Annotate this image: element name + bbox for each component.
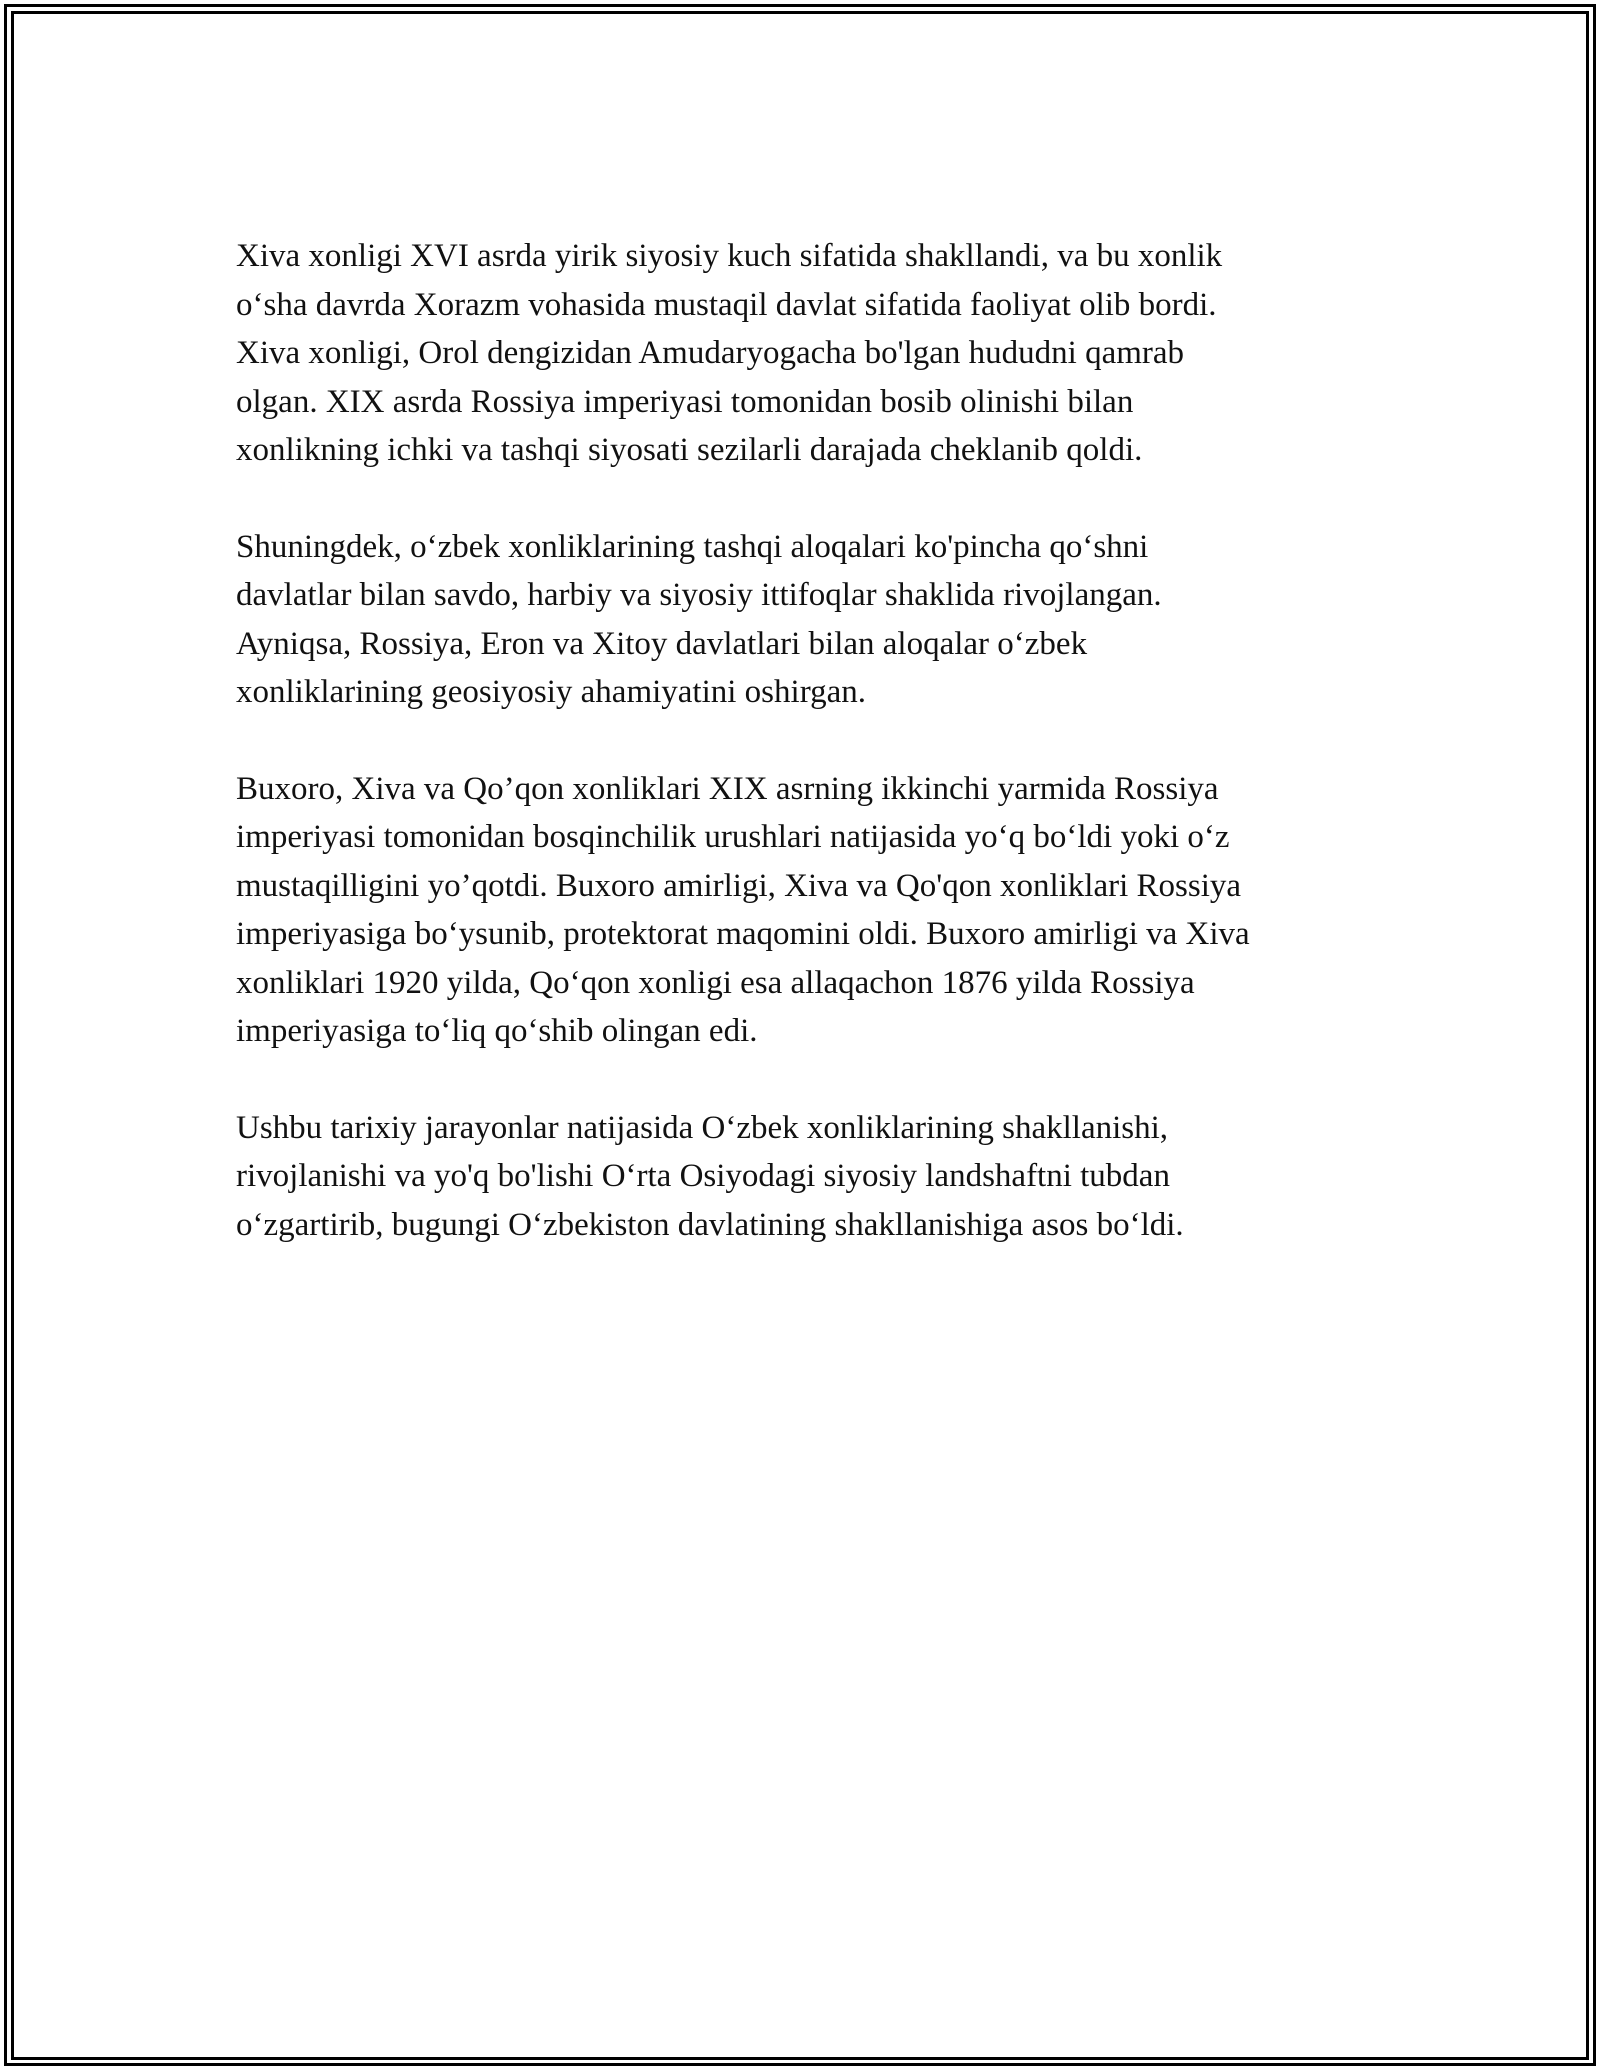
text-line: xonlikning ichki va tashqi siyosati sezilarli darajada cheklanib qoldi.	[236, 432, 1143, 468]
text-line: Ayniqsa, Rossiya, Eron va Xitoy davlatlari bilan aloqalar o‘zbek	[236, 625, 1088, 662]
text-line: Xiva xonligi XVI asrda yirik siyosiy kuch sifatida shakllandi, va bu xonlik	[236, 238, 1223, 274]
text-line: Shuningdek, o‘zbek xonliklarining tashqi aloqalari ko'pincha qo‘shni	[236, 528, 1149, 565]
text-line: xonliklari 1920 yilda, Qo‘qon xonligi esa allaqachon 1876 yilda Rossiya	[236, 964, 1195, 1001]
text-line: xonliklarining geosiyosiy ahamiyatini oshirgan.	[236, 674, 866, 710]
text-line: olgan. XIX asrda Rossiya imperiyasi tomonidan bosib olinishi bilan	[236, 383, 1134, 420]
text-line: rivojlanishi va yo'q bo'lishi O‘rta Osiyodagi siyosiy landshaftni tubdan	[236, 1158, 1170, 1194]
text-line: Xiva xonligi, Orol dengizidan Amudaryogacha bo'lgan hududni qamrab	[236, 335, 1185, 371]
text-line: o‘sha davrda Xorazm vohasida mustaqil davlat sifatida faoliyat olib bordi.	[236, 286, 1217, 323]
paragraph-4	[236, 1104, 1386, 1250]
text-line: imperiyasi tomonidan bosqinchilik urushlari natijasida yo‘q bo‘ldi yoki o‘z	[236, 819, 1230, 855]
document-body	[236, 232, 1386, 1297]
text-line: imperiyasiga to‘liq qo‘shib olingan edi.	[236, 1013, 758, 1049]
text-line: davlatlar bilan savdo, harbiy va siyosiy ittifoqlar shaklida rivojlangan.	[236, 577, 1162, 613]
text-line: o‘zgartirib, bugungi O‘zbekiston davlatining shakllanishiga asos bo‘ldi.	[236, 1206, 1184, 1243]
paragraph-3	[236, 765, 1386, 1056]
text-line: mustaqilligini yo’qotdi. Buxoro amirligi, Xiva va Qo'qon xonliklari Rossiya	[236, 867, 1242, 904]
paragraph-2	[236, 523, 1386, 717]
text-line: imperiyasiga bo‘ysunib, protektorat maqomini oldi. Buxoro amirligi va Xiva	[236, 916, 1250, 952]
text-line: Ushbu tarixiy jarayonlar natijasida O‘zbek xonliklarining shakllanishi,	[236, 1109, 1169, 1146]
text-line: Buxoro, Xiva va Qo’qon xonliklari XIX asrning ikkinchi yarmida Rossiya	[236, 770, 1219, 807]
paragraph-1	[236, 232, 1386, 475]
